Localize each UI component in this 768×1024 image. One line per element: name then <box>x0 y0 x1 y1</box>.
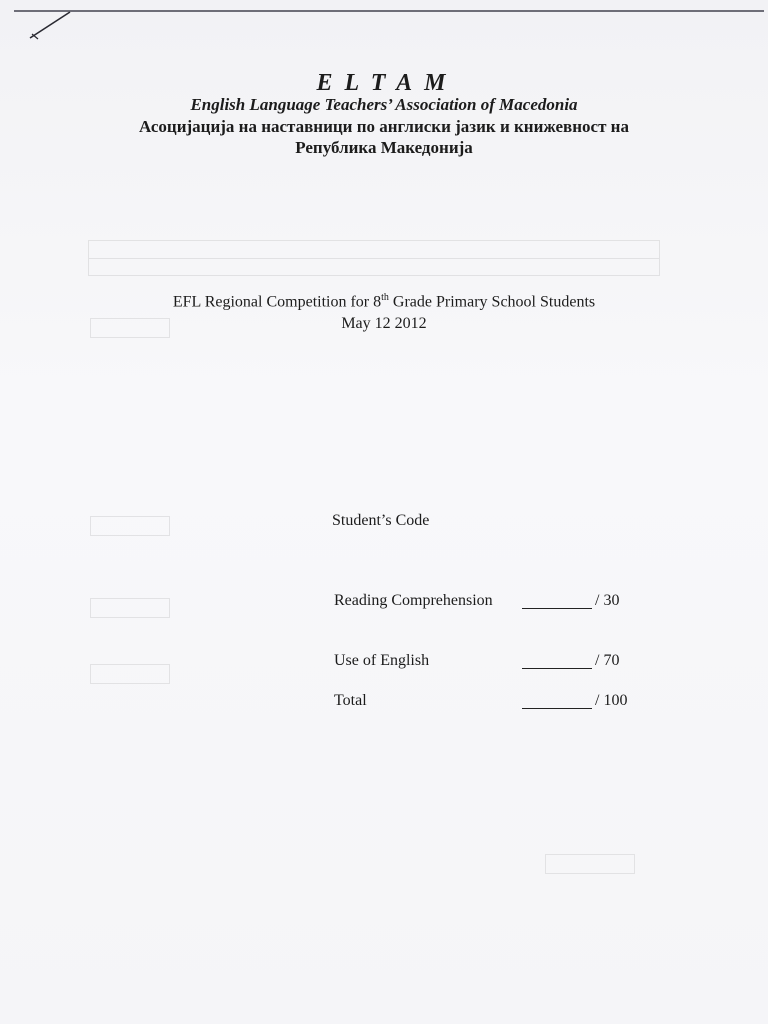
top-edge-rule <box>14 10 764 12</box>
organization-name-macedonian: Асоцијација на наставници по англиски јазик и книжевност на Република Македонија <box>139 117 629 157</box>
organization-name-english: English Language Teachers’ Association of Macedonia <box>190 95 578 114</box>
score-blank-use-of-english[interactable] <box>522 668 592 669</box>
competition-title-text: EFL Regional Competition for 8 <box>172 293 382 311</box>
competition-title-text-end: Grade Primary School Students <box>388 293 596 311</box>
competition-title-superscript: th <box>381 292 389 303</box>
reverse-side-box-shadow <box>90 664 170 684</box>
score-max-total: / 100 <box>595 692 628 709</box>
score-label-use-of-english: Use of English <box>334 652 430 669</box>
reverse-side-box-shadow <box>90 598 170 618</box>
student-code-label: Student’s Code <box>332 512 430 529</box>
pen-tick-mark <box>26 8 74 44</box>
score-label-total: Total <box>334 692 367 709</box>
score-blank-reading[interactable] <box>522 608 592 609</box>
competition-title <box>0 292 768 311</box>
competition-date: May 12 2012 <box>341 315 427 332</box>
reverse-side-box-shadow <box>90 516 170 536</box>
score-blank-total[interactable] <box>522 708 592 709</box>
score-label-reading: Reading Comprehension <box>334 592 493 609</box>
score-max-reading: / 30 <box>595 592 620 609</box>
reverse-side-box-shadow <box>545 854 635 874</box>
score-max-use-of-english: / 70 <box>595 652 620 669</box>
reverse-side-table-shadow <box>88 240 660 276</box>
organization-abbreviation: ELTAM <box>316 70 458 96</box>
